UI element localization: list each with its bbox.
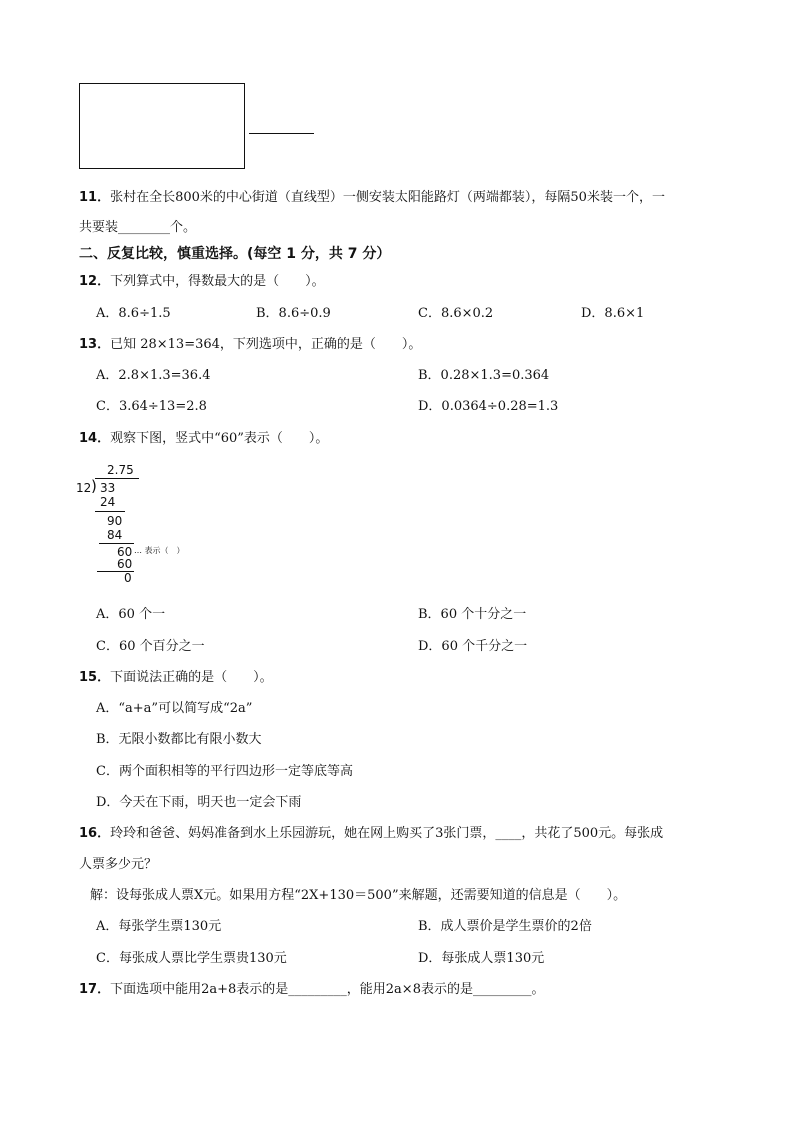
- division-step: 60: [117, 557, 133, 571]
- option-c: C．8.6×0.2: [418, 306, 494, 321]
- option-c: C．3.64÷13=2.8: [96, 399, 207, 414]
- option-a: A．2.8×1.3=36.4: [96, 368, 211, 383]
- option-a: A．每张学生票130元: [96, 919, 222, 934]
- division-remainder: 0: [124, 571, 132, 585]
- division-divisor: 12: [76, 481, 92, 495]
- division-bracket: ): [91, 477, 97, 495]
- division-dividend: 33: [100, 481, 116, 495]
- option-c: C．每张成人票比学生票贵130元: [96, 951, 287, 966]
- division-step: 84: [107, 528, 123, 542]
- question-number: 14．: [79, 431, 111, 446]
- question-number: 15．: [79, 670, 111, 685]
- division-rule: [99, 543, 134, 544]
- option-c: C．两个面积相等的平行四边形一定等底等高: [96, 764, 353, 779]
- question-number: 12．: [79, 274, 111, 289]
- question-number: 17．: [79, 982, 111, 997]
- division-step: 24: [100, 495, 116, 509]
- question-13: [79, 333, 421, 352]
- option-d: D．每张成人票130元: [418, 951, 545, 966]
- option-d: D．8.6×1: [581, 306, 645, 321]
- question-17: [79, 978, 544, 997]
- question-number: 16．: [79, 826, 111, 841]
- question-15: [79, 666, 273, 685]
- question-16-line2: 人票多少元？: [79, 857, 158, 872]
- question-text: 张村在全长800米的中心街道（直线型）一侧安装太阳能路灯（两端都装），每隔50米装一个，一: [110, 190, 665, 205]
- question-text: 玲玲和爸爸、妈妈准备到水上乐园游玩，她在网上购买了3张门票，____，共花了500元。每张成: [110, 826, 664, 841]
- question-12: [79, 270, 325, 289]
- question-number: 11．: [79, 190, 111, 205]
- division-step: 90: [107, 514, 123, 528]
- question-stem: 已知 28×13=364，下列选项中，正确的是（ ）。: [110, 337, 422, 352]
- option-b: B．8.6÷0.9: [256, 306, 331, 321]
- option-d: D．60 个千分之一: [418, 639, 528, 654]
- option-d: D．0.0364÷0.28=1.3: [418, 399, 559, 414]
- option-b: B．成人票价是学生票价的2倍: [418, 919, 592, 934]
- option-a: A．8.6÷1.5: [96, 306, 171, 321]
- question-11: [79, 186, 665, 205]
- option-d: D．今天在下雨，明天也一定会下雨: [96, 795, 302, 810]
- division-step: 60: [117, 545, 133, 559]
- answer-blank-line: [249, 133, 314, 134]
- question-16-solution: 解：设每张成人票X元。如果用方程“2X+130＝500”来解题，还需要知道的信息是（ ）。: [90, 888, 627, 903]
- question-16: [79, 822, 663, 841]
- division-bar: [95, 478, 139, 479]
- question-stem: 观察下图，竖式中“60”表示（ ）。: [110, 431, 329, 446]
- option-a: A．“a+a”可以简写成“2a”: [96, 701, 253, 716]
- question-stem: 下列算式中，得数最大的是（ ）。: [110, 274, 325, 289]
- question-11-line2: 共要装________个。: [79, 220, 197, 235]
- option-b: B．60 个十分之一: [418, 607, 527, 622]
- option-b: B．无限小数都比有限小数大: [96, 732, 262, 747]
- option-b: B．0.28×1.3=0.364: [418, 368, 550, 383]
- question-number: 13．: [79, 337, 111, 352]
- section-heading: 二、反复比较，慎重选择。(每空 1 分，共 7 分）: [79, 246, 391, 262]
- division-annotation: … 表示（ ）: [134, 546, 185, 555]
- option-a: A．60 个一: [96, 607, 166, 622]
- option-c: C．60 个百分之一: [96, 639, 205, 654]
- question-stem: 下面说法正确的是（ ）。: [110, 670, 273, 685]
- division-rule: [95, 511, 125, 512]
- division-quotient: 2.75: [107, 463, 134, 477]
- question-stem: 下面选项中能用2a+8表示的是_________，能用2a×8表示的是_________。: [110, 982, 545, 997]
- question-14: [79, 427, 328, 446]
- figure-rectangle: [79, 83, 245, 169]
